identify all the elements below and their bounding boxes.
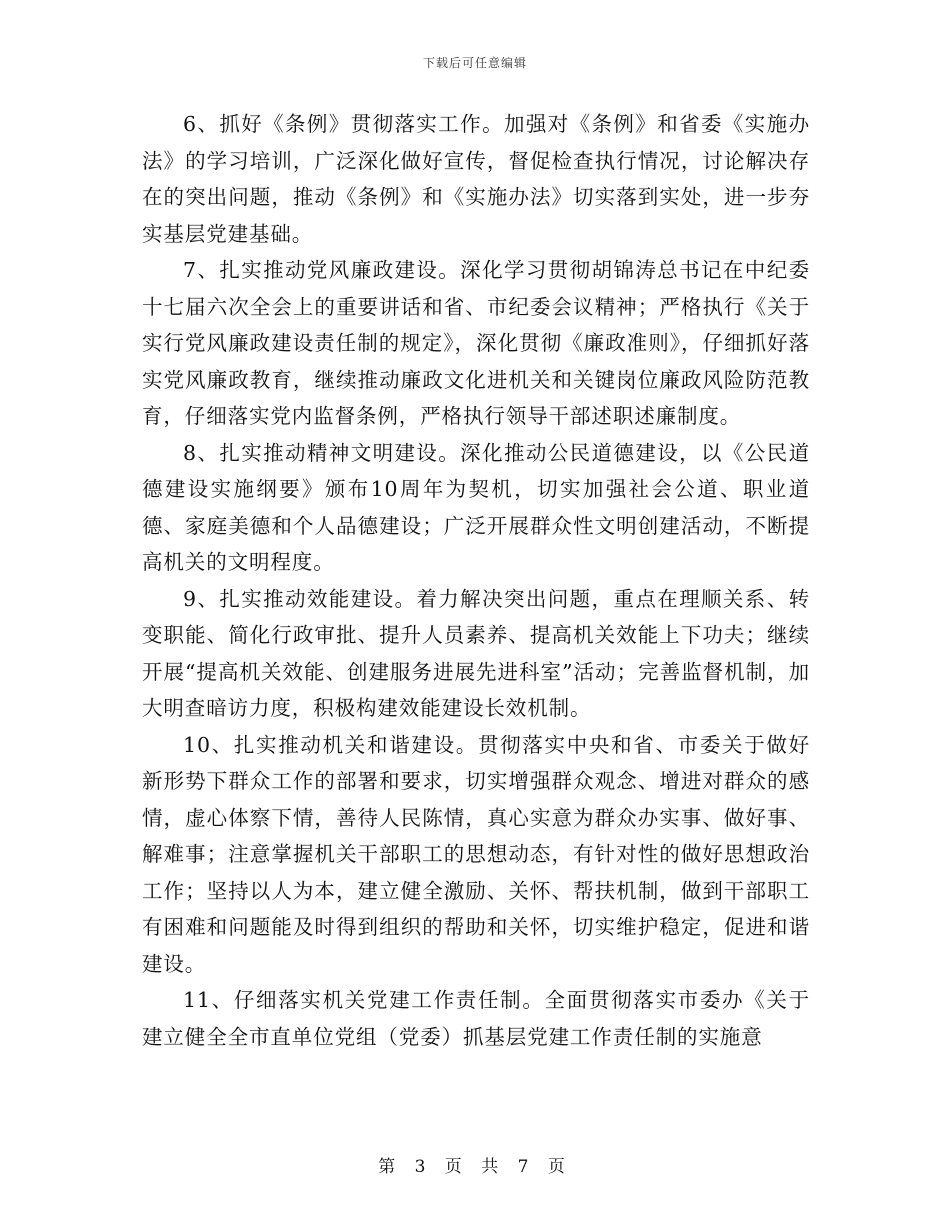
paragraph-item-6: 6、抓好《条例》贯彻落实工作。加强对《条例》和省委《实施办法》的学习培训，广泛深化做好宣传，督促检查执行情况，讨论解决存在的突出问题，推动《条例》和《实施办法》切实落到实处，进一步夯实基层党建基础。 <box>142 112 810 246</box>
paragraph-item-10: 10、扎实推动机关和谐建设。贯彻落实中央和省、市委关于做好新形势下群众工作的部署和要求，切实增强群众观念、增进对群众的感情，虚心体察下情，善待人民陈情，真心实意为群众办实事、做好事、解难事；注意掌握机关干部职工的思想动态，有针对性的做好思想政治工作；坚持以人为本，建立健全激励、关怀、帮扶机制，做到干部职工有困难和问题能及时得到组织的帮助和关怀，切实维护稳定，促进和谐建设。 <box>142 732 810 976</box>
page-header: 下载后可任意编辑 <box>422 56 527 70</box>
document-body <box>142 106 810 1055</box>
paragraph-item-9: 9、扎实推动效能建设。着力解决突出问题，重点在理顺关系、转变职能、简化行政审批、提升人员素养、提高机关效能上下功夫；继续开展“提高机关效能、创建服务进展先进科室”活动；完善监督机制，加大明查暗访力度，积极构建效能建设长效机制。 <box>142 586 810 720</box>
paragraph-item-8: 8、扎实推动精神文明建设。深化推动公民道德建设，以《公民道德建设实施纲要》颁布10周年为契机，切实加强社会公道、职业道德、家庭美德和个人品德建设；广泛开展群众性文明创建活动，不断提高机关的文明程度。 <box>142 440 810 574</box>
page-number-footer: 第 3 页 共 7 页 <box>378 1157 572 1177</box>
paragraph-item-11: 11、仔细落实机关党建工作责任制。全面贯彻落实市委办《关于建立健全全市直单位党组（党委）抓基层党建工作责任制的实施意 <box>142 988 810 1049</box>
paragraph-item-7: 7、扎实推动党风廉政建设。深化学习贯彻胡锦涛总书记在中纪委十七届六次全会上的重要讲话和省、市纪委会议精神；严格执行《关于实行党风廉政建设责任制的规定》，深化贯彻《廉政准则》，仔细抓好落实党风廉政教育，继续推动廉政文化进机关和关键岗位廉政风险防范教育，仔细落实党内监督条例，严格执行领导干部述职述廉制度。 <box>142 258 810 428</box>
